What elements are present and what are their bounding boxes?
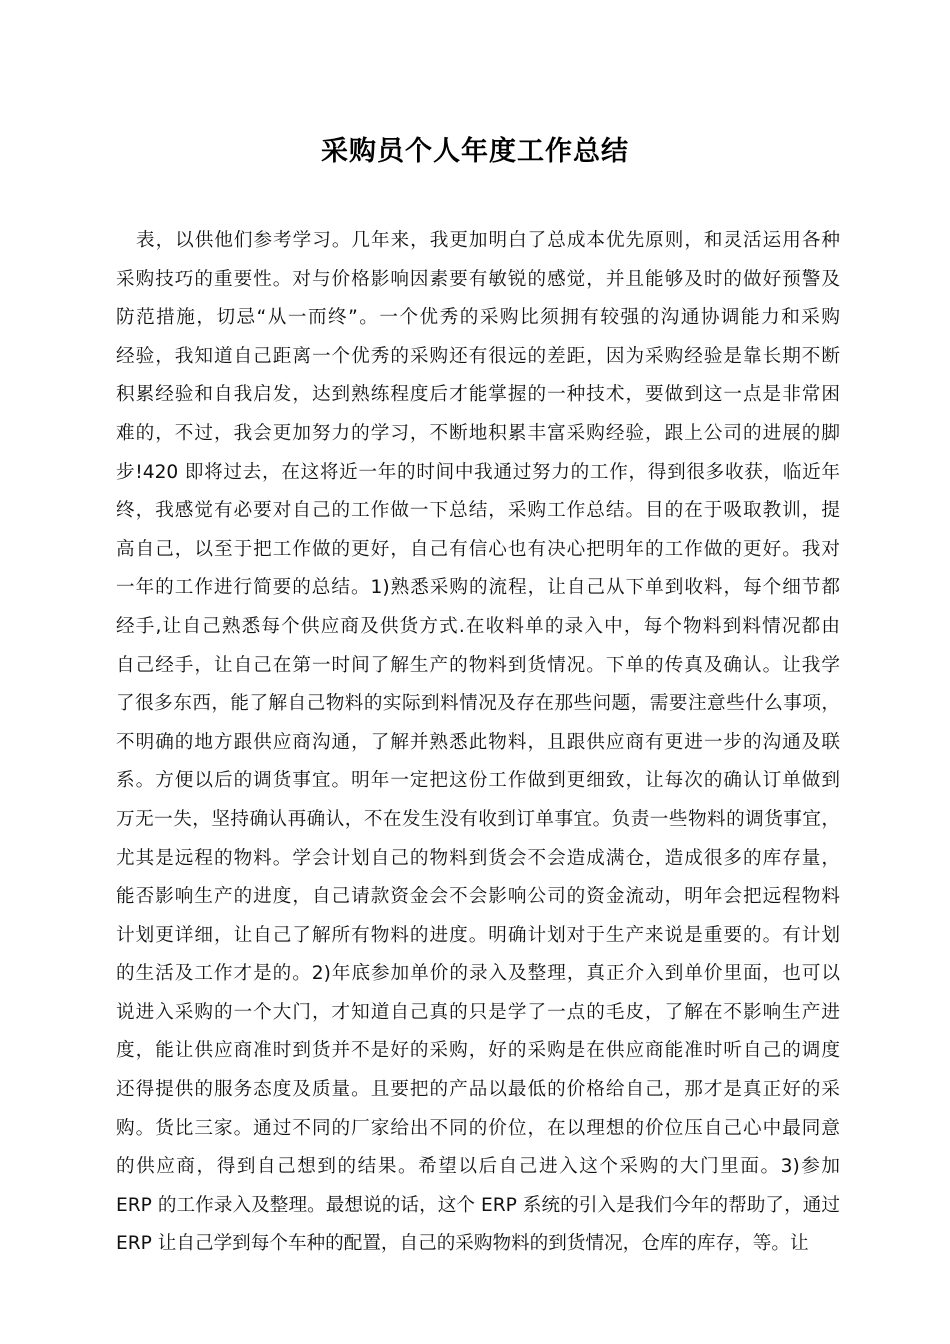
paragraph-line: 能否影响生产的进度，自己请款资金会不会影响公司的资金流动，明年会把远程物料 — [116, 886, 840, 908]
paragraph-line: 说进入采购的一个大门，才知道自己真的只是学了一点的毛皮，了解在不影响生产进 — [116, 1001, 840, 1023]
paragraph-line: 难的，不过，我会更加努力的学习，不断地积累丰富采购经验，跟上公司的进展的脚 — [116, 422, 840, 444]
paragraph-line: 购。货比三家。通过不同的厂家给出不同的价位，在以理想的价位压自己心中最同意 — [116, 1117, 840, 1139]
paragraph-line: 系。方便以后的调货事宜。明年一定把这份工作做到更细致，让每次的确认订单做到 — [116, 770, 840, 792]
paragraph-line: 经手,让自己熟悉每个供应商及供货方式.在收料单的录入中，每个物料到料情况都由 — [116, 615, 840, 637]
paragraph-line: 经验，我知道自己距离一个优秀的采购还有很远的差距，因为采购经验是靠长期不断 — [116, 345, 840, 367]
paragraph-line: ERP 让自己学到每个车种的配置，自己的采购物料的到货情况，仓库的库存，等。让 — [116, 1233, 809, 1255]
paragraph-line: 一年的工作进行简要的总结。1)熟悉采购的流程，让自己从下单到收料，每个细节都 — [116, 577, 840, 599]
paragraph-line: 还得提供的服务态度及质量。且要把的产品以最低的价格给自己，那才是真正好的采 — [116, 1079, 840, 1101]
paragraph-line: 步!420 即将过去，在这将近一年的时间中我通过努力的工作，得到很多收获，临近年 — [116, 461, 840, 483]
paragraph-line: 终，我感觉有必要对自己的工作做一下总结，采购工作总结。目的在于吸取教训，提 — [116, 500, 840, 522]
paragraph-line: 积累经验和自我启发，达到熟练程度后才能掌握的一种技术，要做到这一点是非常困 — [116, 384, 840, 406]
paragraph-line: 尤其是远程的物料。学会计划自己的物料到货会不会造成满仓，造成很多的库存量， — [116, 847, 840, 869]
paragraph-line: 度，能让供应商准时到货并不是好的采购，好的采购是在供应商能准时听自己的调度 — [116, 1040, 840, 1062]
document-title: 采购员个人年度工作总结 — [321, 136, 629, 167]
paragraph-line: 计划更详细，让自己了解所有物料的进度。明确计划对于生产来说是重要的。有计划 — [116, 924, 840, 946]
paragraph-line: 采购技巧的重要性。对与价格影响因素要有敏锐的感觉，并且能够及时的做好预警及 — [116, 268, 840, 290]
paragraph-line: 万无一失，坚持确认再确认，不在发生没有收到订单事宜。负责一些物料的调货事宜， — [116, 808, 840, 830]
paragraph-line: 表，以供他们参考学习。几年来，我更加明白了总成本优先原则，和灵活运用各种 — [136, 230, 840, 251]
paragraph-line: 不明确的地方跟供应商沟通，了解并熟悉此物料，且跟供应商有更进一步的沟通及联 — [116, 731, 840, 753]
paragraph-line: ERP 的工作录入及整理。最想说的话，这个 ERP 系统的引入是我们今年的帮助了，通过 — [116, 1194, 840, 1216]
paragraph-line: 了很多东西，能了解自己物料的实际到料情况及存在那些问题，需要注意些什么事项， — [116, 693, 840, 715]
paragraph-line: 的供应商，得到自己想到的结果。希望以后自己进入这个采购的大门里面。3)参加 — [116, 1156, 840, 1178]
paragraph-line: 自己经手，让自己在第一时间了解生产的物料到货情况。下单的传真及确认。让我学 — [116, 654, 840, 676]
paragraph-line: 防范措施，切忌“从一而终”。一个优秀的采购比须拥有较强的沟通协调能力和采购 — [116, 307, 840, 329]
paragraph-line: 的生活及工作才是的。2)年底参加单价的录入及整理，真正介入到单价里面，也可以 — [116, 963, 840, 985]
document-body — [116, 222, 840, 1264]
paragraph-line: 高自己，以至于把工作做的更好，自己有信心也有决心把明年的工作做的更好。我对 — [116, 538, 840, 560]
